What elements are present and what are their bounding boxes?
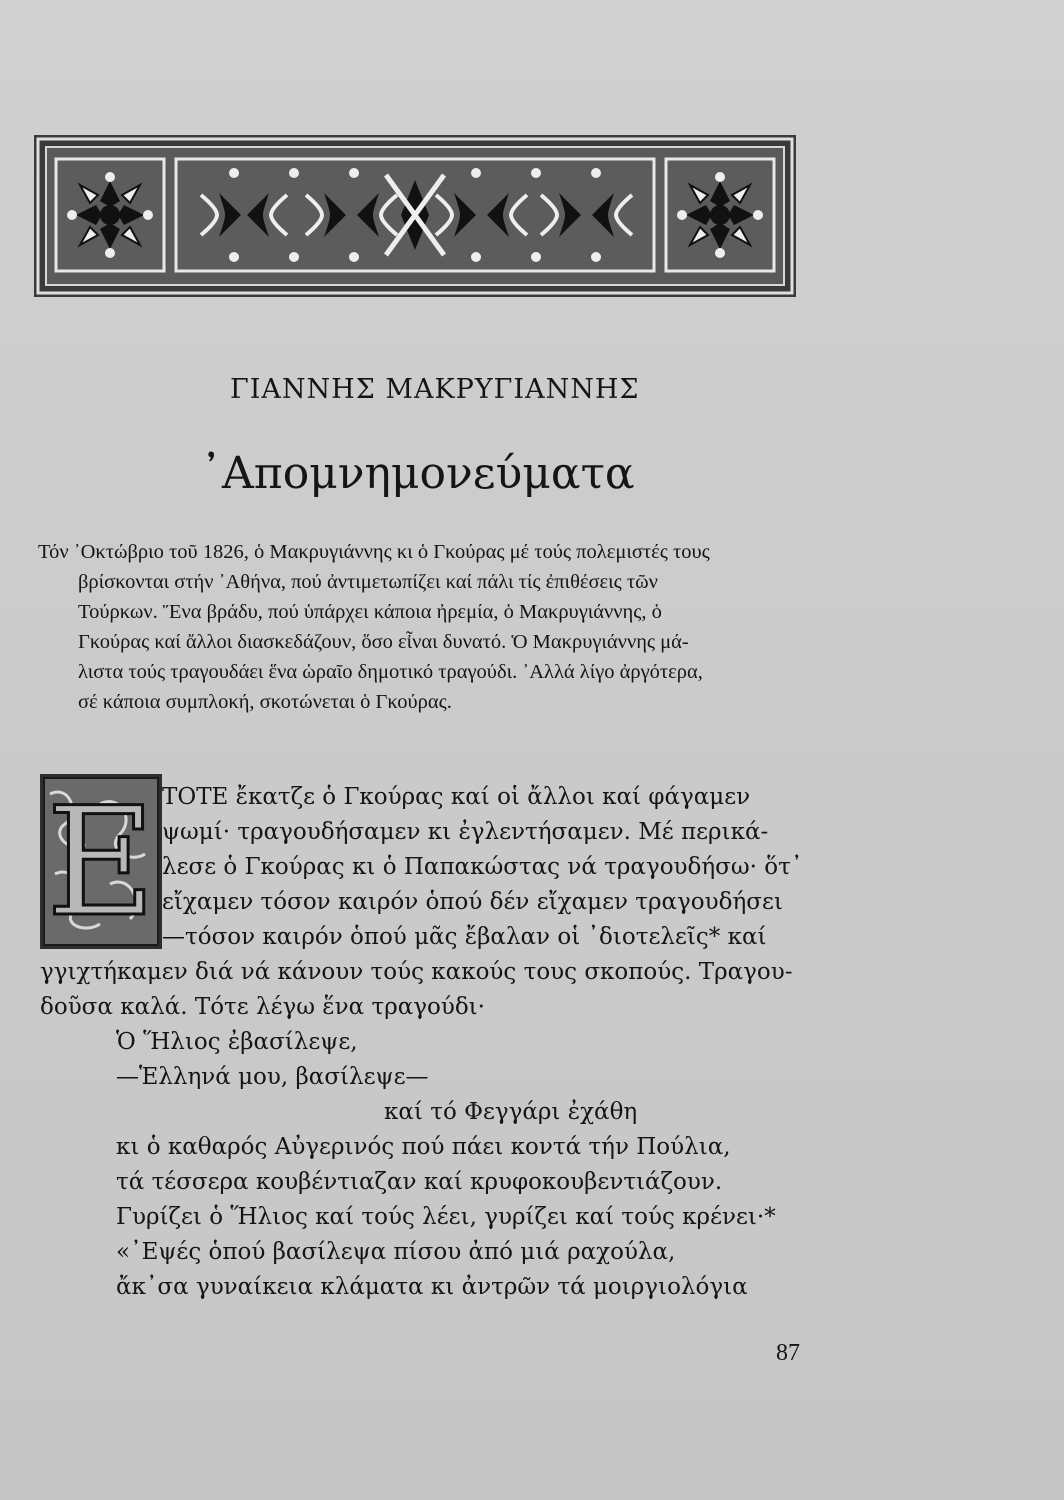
intro-line: σέ κάποια συμπλοκή, σκοτώνεται ὁ Γκούρας. xyxy=(78,691,452,713)
intro-line: βρίσκονται στήν ᾿Αθήνα, πού ἀντιμετωπίζει καί πάλι τίς ἐπιθέσεις τῶν xyxy=(78,571,658,593)
text-line: λεσε ὁ Γκούρας κι ὁ Παπακώστας νά τραγουδήσω· ὅτ᾿ xyxy=(162,854,803,880)
text-line: γγιχτήκαμεν διά νά κάνουν τούς κακούς τους σκοπούς. Τραγου- xyxy=(40,959,793,985)
verse-line: «᾿Εψές ὁπού βασίλεψα πίσου ἀπό μιά ραχούλα, xyxy=(116,1239,676,1265)
verse-line: Ὁ Ἥλιος ἐβασίλεψε, xyxy=(116,1029,358,1055)
verse-line: ἄκ᾿σα γυναίκεια κλάματα κι ἀντρῶν τά μοιργιολόγια xyxy=(116,1274,748,1300)
intro-line: Γκούρας καί ἄλλοι διασκεδάζουν, ὅσο εἶναι δυνατό. Ὁ Μακρυγιάννης μά- xyxy=(78,631,689,653)
verse-line: Γυρίζει ὁ Ἥλιος καί τούς λέει, γυρίζει καί τούς κρένει·* xyxy=(116,1204,776,1230)
verse-line: τά τέσσερα κουβέντιαζαν καί κρυφοκουβεντιάζουν. xyxy=(116,1169,723,1195)
text-line: ψωμί· τραγουδήσαμεν κι ἐγλεντήσαμεν. Μέ περικά- xyxy=(162,819,769,845)
verse-line: —Ἑλληνά μου, βασίλεψε— xyxy=(116,1064,429,1090)
verse-line: κι ὁ καθαρός Αὐγερινός πού πάει κοντά τήν Πούλια, xyxy=(116,1134,731,1160)
intro-paragraph xyxy=(38,537,800,717)
book-title: ᾿Απομνημονεύματα xyxy=(200,448,635,499)
intro-line: Τούρκων. Ἕνα βράδυ, πού ὑπάρχει κάποια ἠρεμία, ὁ Μακρυγιάννης, ὁ xyxy=(78,601,662,623)
verse-line: καί τό Φεγγάρι ἐχάθη xyxy=(384,1099,638,1125)
text-line: —τόσον καιρόν ὁπού μᾶς ἔβαλαν οἱ ᾿διοτελεῖς* καί xyxy=(162,924,767,950)
main-text xyxy=(40,780,810,1305)
author-name: ΓΙΑΝΝΗΣ ΜΑΚΡΥΓΙΑΝΝΗΣ xyxy=(230,374,640,405)
text-line: δοῦσα καλά. Τότε λέγω ἕνα τραγούδι· xyxy=(40,994,485,1020)
page-number: 87 xyxy=(776,1340,800,1366)
drop-cap-letter: Ε xyxy=(46,776,156,949)
ornamental-header-band xyxy=(34,135,796,297)
text-line: εἴχαμεν τόσον καιρόν ὁπού δέν εἴχαμεν τραγουδήσει xyxy=(162,889,783,915)
text-line: ΤΟΤΕ ἔκατζε ὁ Γκούρας καί οἱ ἄλλοι καί φάγαμεν xyxy=(162,784,751,810)
intro-line: Τόν ᾿Οκτώβριο τοῦ 1826, ὁ Μακρυγιάννης κι ὁ Γκούρας μέ τούς πολεμιστές τους xyxy=(38,541,710,563)
intro-line: λιστα τούς τραγουδάει ἕνα ὡραῖο δημοτικό τραγούδι. ᾿Αλλά λίγο ἀργότερα, xyxy=(78,661,703,683)
